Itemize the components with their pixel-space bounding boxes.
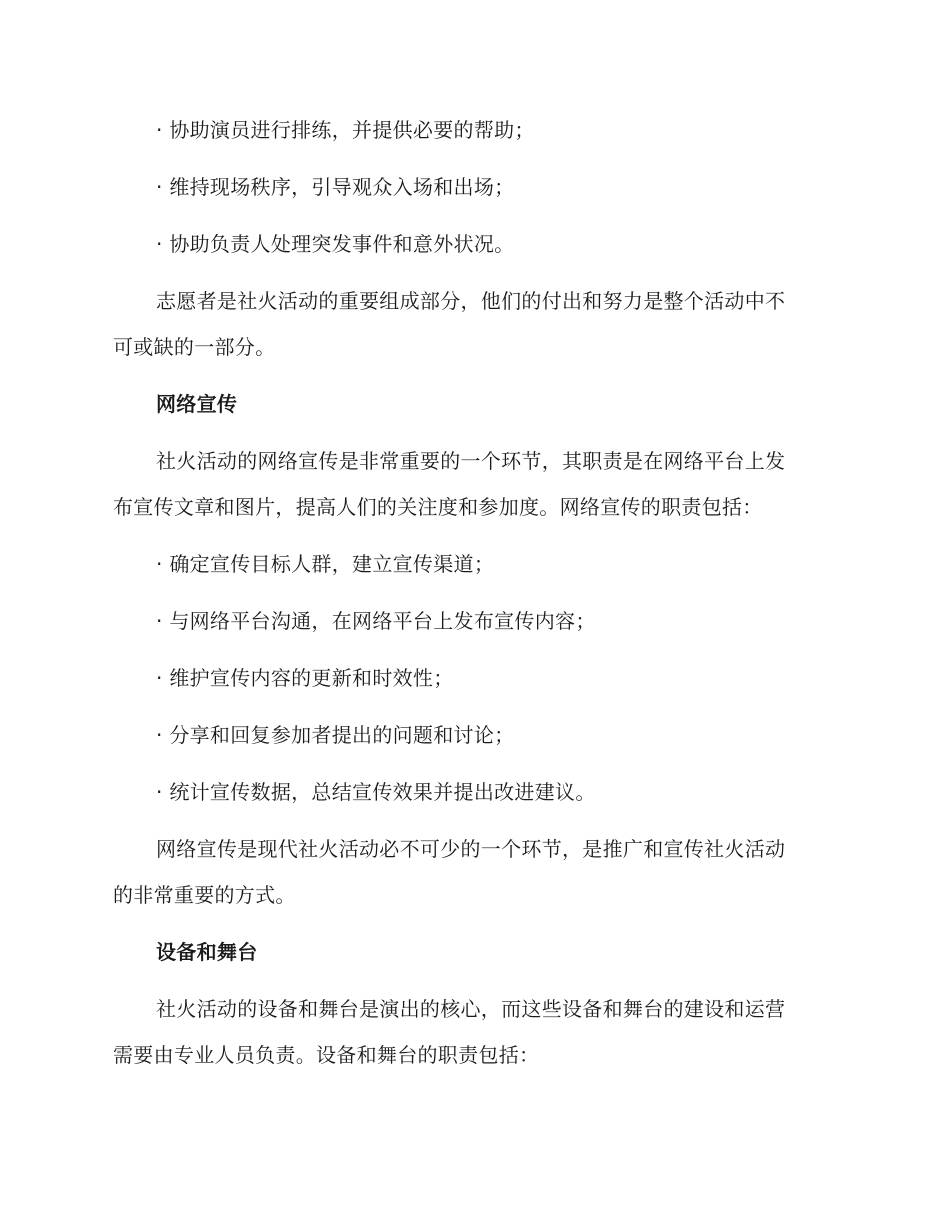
list-item: · 协助演员进行排练，并提供必要的帮助； <box>156 118 535 142</box>
paragraph-network-summary-line-2: 的非常重要的方式。 <box>113 883 296 907</box>
list-item: · 确定宣传目标人群，建立宣传渠道； <box>156 552 495 576</box>
section-heading-network: 网络宣传 <box>156 392 238 416</box>
section-heading-stage: 设备和舞台 <box>156 940 258 964</box>
list-item: · 分享和回复参加者提出的问题和讨论； <box>156 723 515 747</box>
list-item: · 维护宣传内容的更新和时效性； <box>156 666 454 690</box>
paragraph-network-line-2: 布宣传文章和图片，提高人们的关注度和参加度。网络宣传的职责包括： <box>113 495 763 519</box>
list-item: · 统计宣传数据，总结宣传效果并提出改进建议。 <box>156 780 596 804</box>
paragraph-volunteer-line-1: 志愿者是社火活动的重要组成部分，他们的付出和努力是整个活动中不 <box>156 289 786 313</box>
paragraph-stage-line-2: 需要由专业人员负责。设备和舞台的职责包括： <box>113 1043 540 1067</box>
paragraph-network-line-1: 社火活动的网络宣传是非常重要的一个环节，其职责是在网络平台上发 <box>156 449 786 473</box>
list-item: · 维持现场秩序，引导观众入场和出场； <box>156 175 515 199</box>
paragraph-stage-line-1: 社火活动的设备和舞台是演出的核心，而这些设备和舞台的建设和运营 <box>156 997 786 1021</box>
paragraph-network-summary-line-1: 网络宣传是现代社火活动必不可少的一个环节，是推广和宣传社火活动 <box>156 837 786 861</box>
list-item: · 协助负责人处理突发事件和意外状况。 <box>156 232 515 256</box>
paragraph-volunteer-line-2: 可或缺的一部分。 <box>113 335 276 359</box>
list-item: · 与网络平台沟通，在网络平台上发布宣传内容； <box>156 609 596 633</box>
